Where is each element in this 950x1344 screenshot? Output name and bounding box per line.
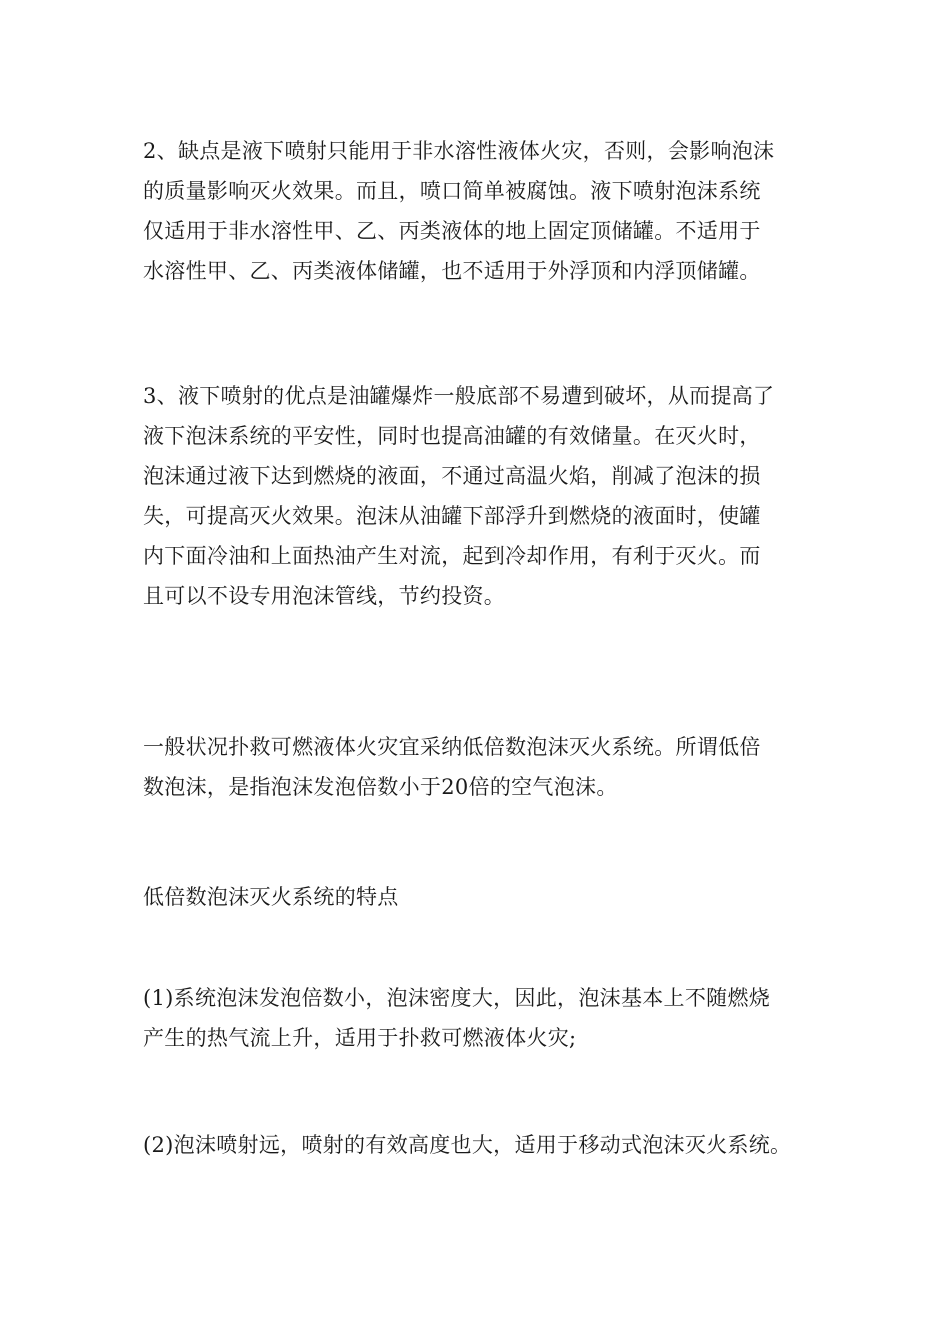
paragraph-feature-1: (1)系统泡沫发泡倍数小，泡沫密度大，因此，泡沫基本上不随燃烧 产生的热气流上升，适用于扑救可燃液体火灾;: [143, 986, 771, 1050]
section-heading-features: 低倍数泡沫灭火系统的特点: [143, 885, 399, 909]
paragraph-feature-2: (2)泡沫喷射远，喷射的有效高度也大，适用于移动式泡沫灭火系统。: [143, 1133, 792, 1157]
paragraph-disadvantage: 2、缺点是液下喷射只能用于非水溶性液体火灾，否则，会影响泡沫 的质量影响灭火效果。而且，喷口简单被腐蚀。液下喷射泡沫系统 仅适用于非水溶性甲、乙、丙类液体的地上固定顶储罐。不适用于 水溶性甲、乙、丙类液体储罐，也不适用于外浮顶和内浮顶储罐。: [143, 139, 775, 283]
paragraph-low-expansion-intro: 一般状况扑救可燃液体火灾宜采纳低倍数泡沫灭火系统。所谓低倍 数泡沫，是指泡沫发泡倍数小于20倍的空气泡沫。: [143, 735, 761, 799]
paragraph-advantage: 3、液下喷射的优点是油罐爆炸一般底部不易遭到破坏，从而提高了 液下泡沫系统的平安性，同时也提高油罐的有效储量。在灭火时， 泡沫通过液下达到燃烧的液面，不通过高温火焰，削减了泡沫的损 失，可提高灭火效果。泡沫从油罐下部浮升到燃烧的液面时，使罐 内下面冷油和上面热油产生对流，起到冷却作用，有利于灭火。而 且可以不设专用泡沫管线，节约投资。: [143, 384, 775, 608]
